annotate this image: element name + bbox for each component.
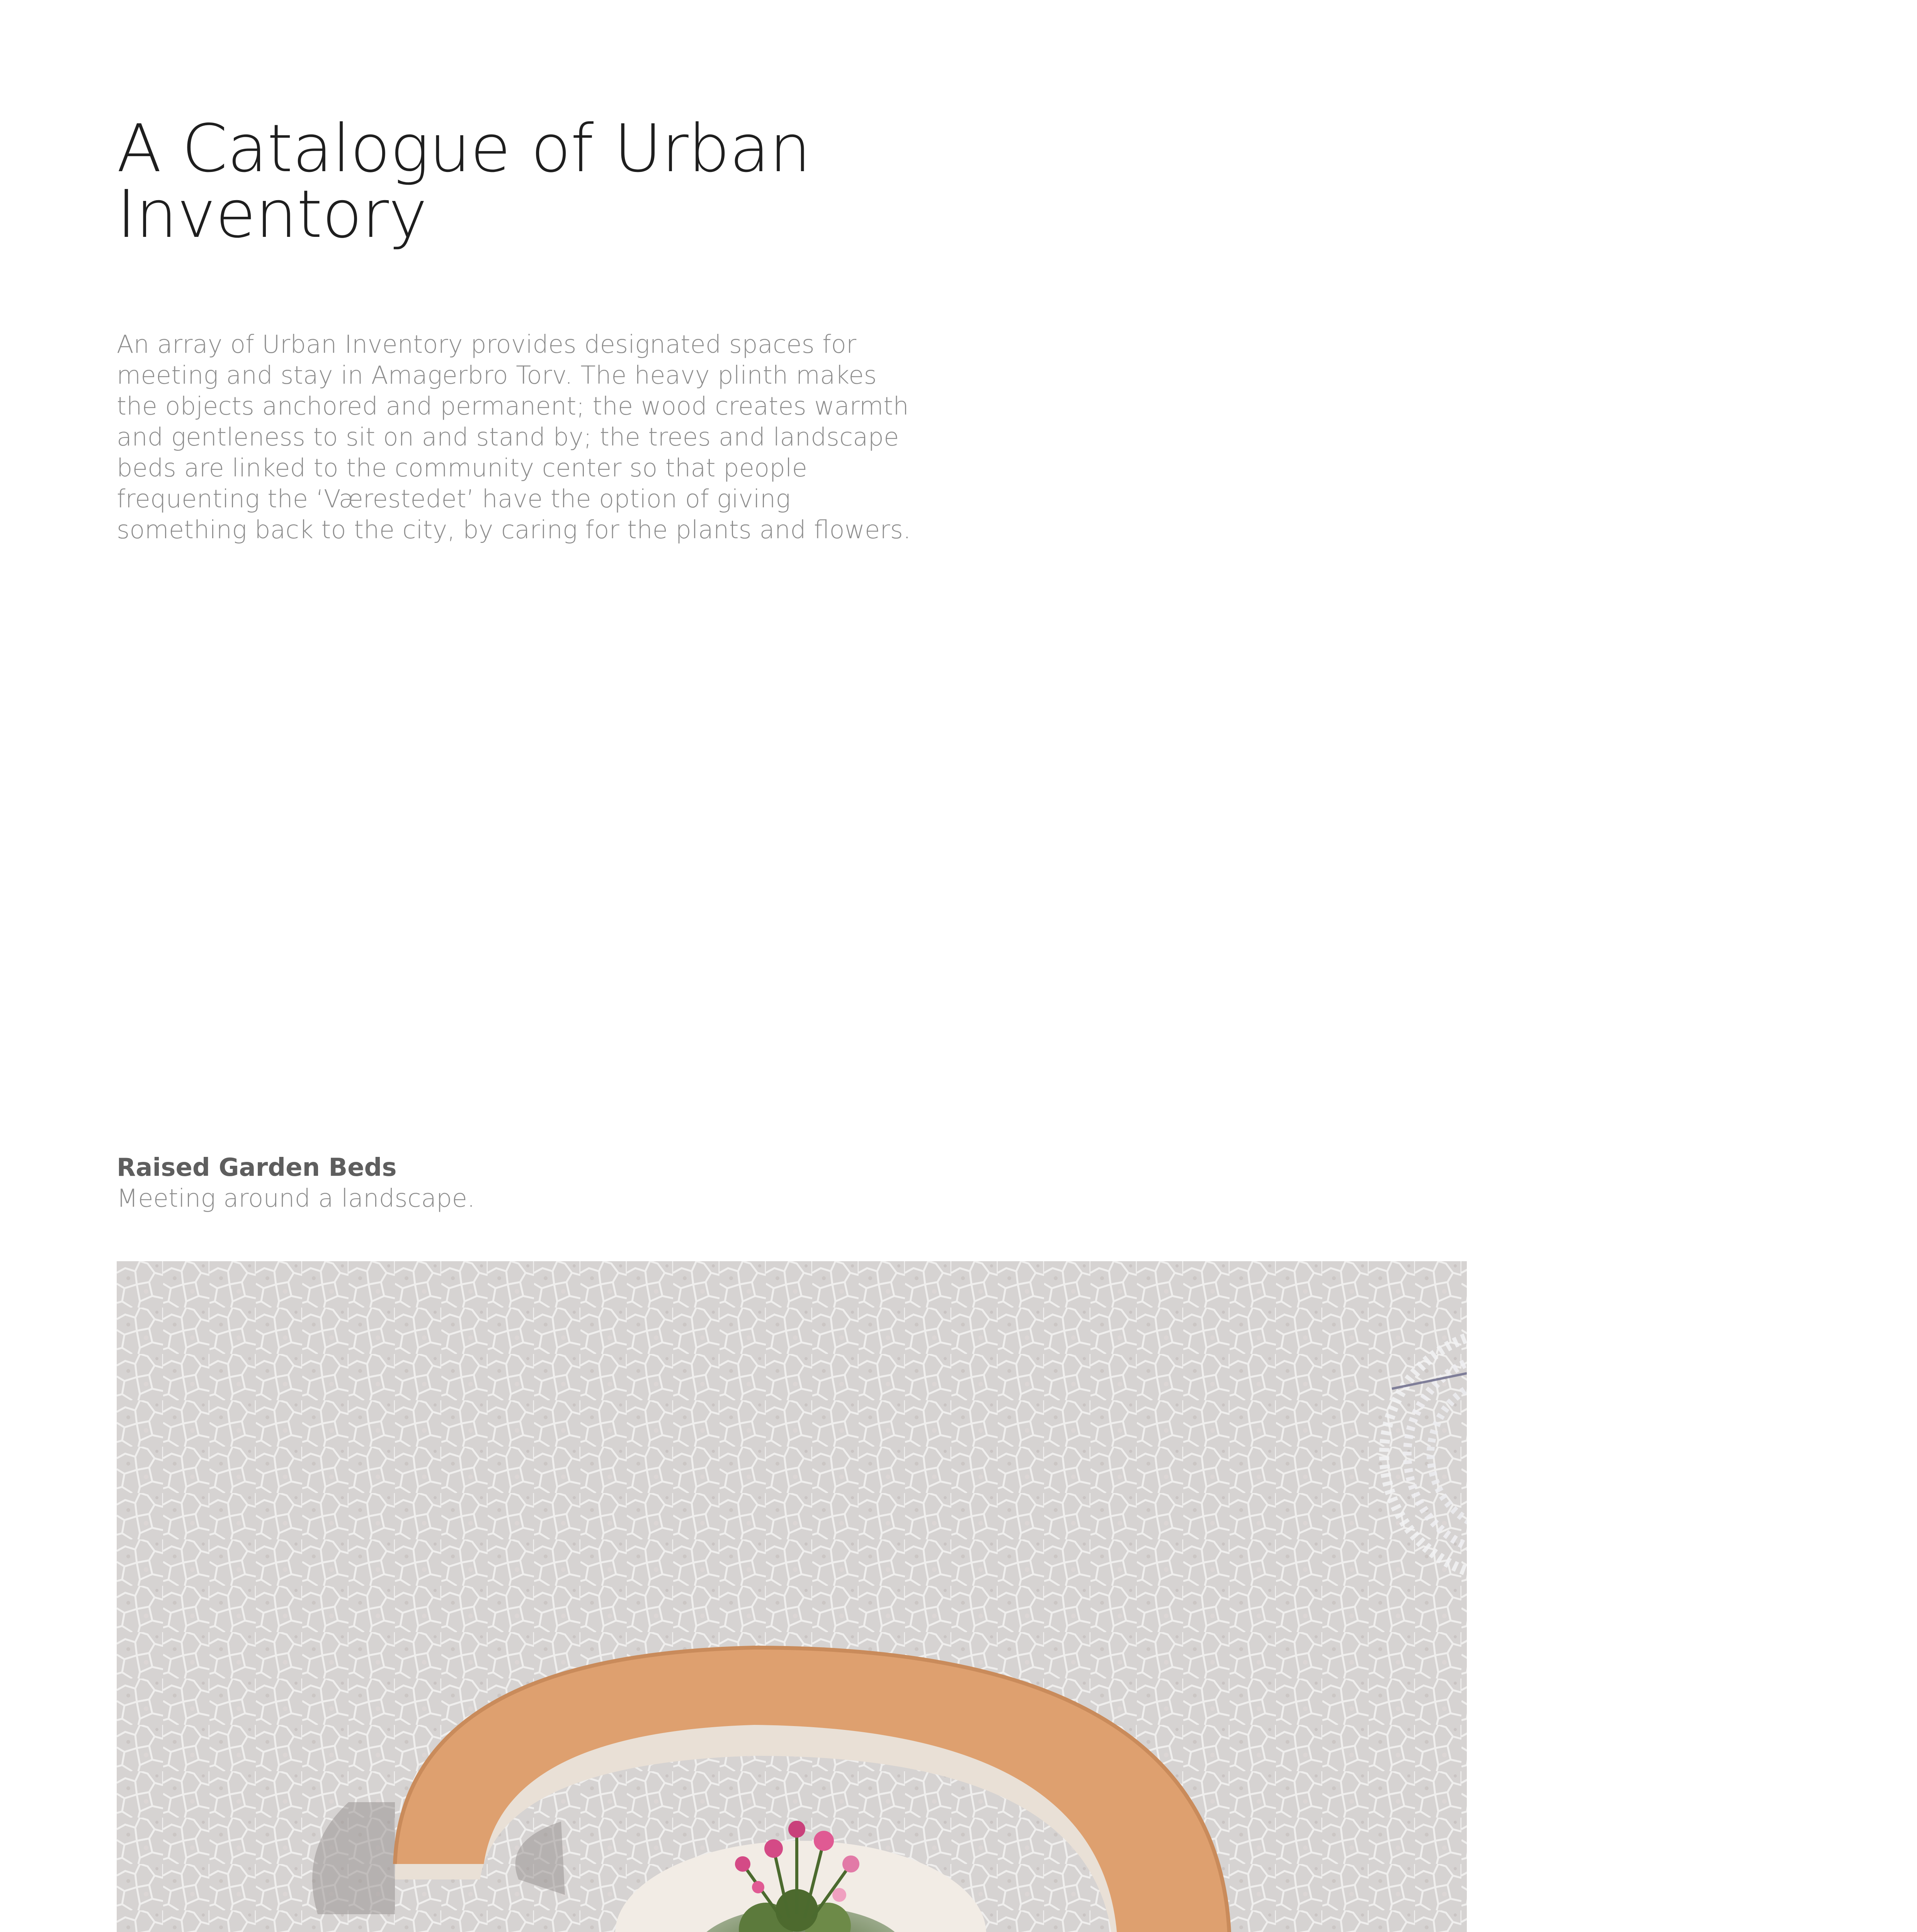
figure-caption-subtitle: Meeting around a landscape.	[117, 1184, 475, 1213]
raised-garden-beds-render	[117, 1261, 1467, 1932]
page-title: A Catalogue of Urban Inventory	[117, 111, 811, 253]
figure-caption-title: Raised Garden Beds	[117, 1153, 397, 1182]
intro-paragraph: An array of Urban Inventory provides designated spaces for meeting and stay in Amagerbro Torv. The heavy plinth makes the objects anchored and permanent; the wood creates warmth and gentleness to sit on and stand by; the trees and landscape beds are linked to the community center so that people frequenting the ‘Værestedet’ have the option of giving something back to the city, by caring for the plants and flowers.	[117, 330, 911, 544]
